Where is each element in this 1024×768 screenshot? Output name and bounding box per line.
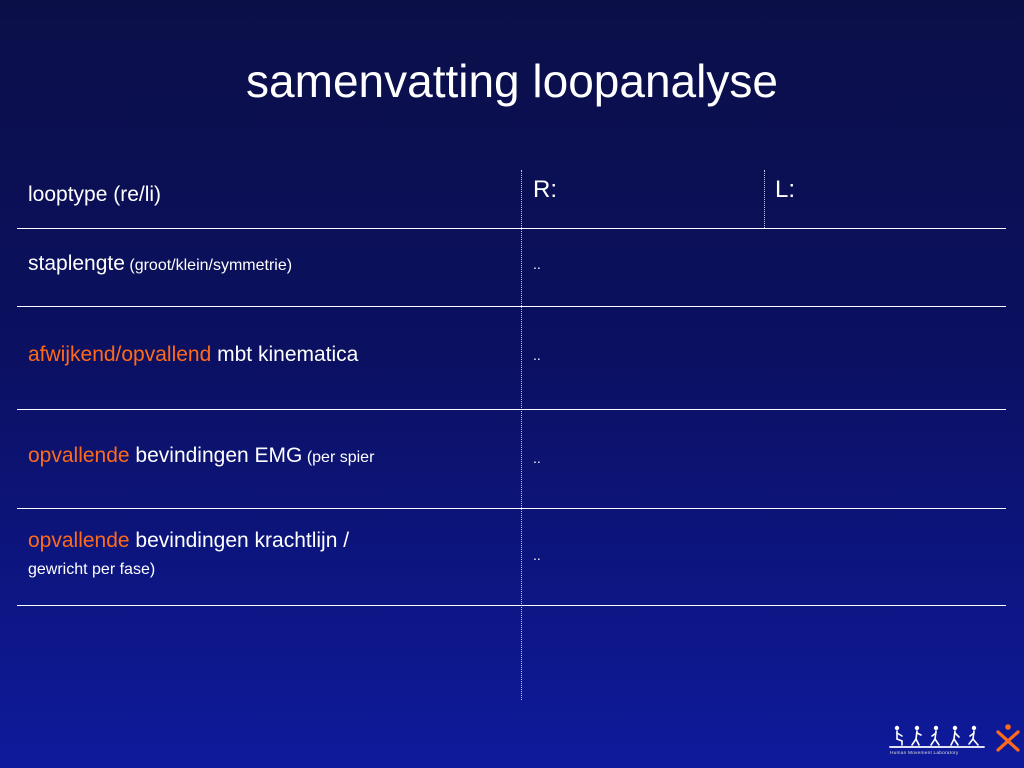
table-row-label bbox=[28, 342, 358, 368]
column-divider bbox=[764, 170, 765, 228]
row-label-main: staplengte bbox=[28, 252, 125, 275]
row-divider bbox=[17, 228, 1006, 229]
row-divider bbox=[17, 409, 1006, 410]
table-row-label bbox=[28, 443, 374, 471]
table-row-label bbox=[28, 251, 292, 279]
row-label-main: bevindingen krachtlijn / bbox=[129, 529, 350, 552]
row-label-highlight: afwijkend/opvallend bbox=[28, 343, 212, 366]
table-row-value: .. bbox=[533, 547, 541, 563]
table-row-value: .. bbox=[533, 347, 541, 363]
slide-title: samenvatting loopanalyse bbox=[246, 55, 778, 107]
logo-caption: Human Movement Laboratory bbox=[890, 751, 959, 756]
walking-figures-logo-icon bbox=[888, 722, 1020, 762]
table-row-label bbox=[28, 528, 349, 554]
row-divider bbox=[17, 306, 1006, 307]
table-row-value: .. bbox=[533, 256, 541, 272]
row-divider bbox=[17, 605, 1006, 606]
row-label-note: (per spier bbox=[302, 449, 375, 466]
column-divider bbox=[521, 170, 522, 700]
header-label: looptype (re/li) bbox=[28, 183, 162, 206]
header-left: L: bbox=[775, 176, 796, 203]
header-right: R: bbox=[533, 176, 557, 203]
table-row-value: .. bbox=[533, 450, 541, 466]
row-label-note: (groot/klein/symmetrie) bbox=[124, 257, 293, 274]
row-divider bbox=[17, 508, 1006, 509]
row-label-highlight: opvallende bbox=[28, 529, 130, 552]
row-label-main: bevindingen EMG bbox=[129, 444, 303, 467]
row-label-continuation: gewricht per fase) bbox=[28, 561, 156, 578]
row-label-highlight: opvallende bbox=[28, 444, 130, 467]
row-label-main: mbt kinematica bbox=[211, 343, 359, 366]
